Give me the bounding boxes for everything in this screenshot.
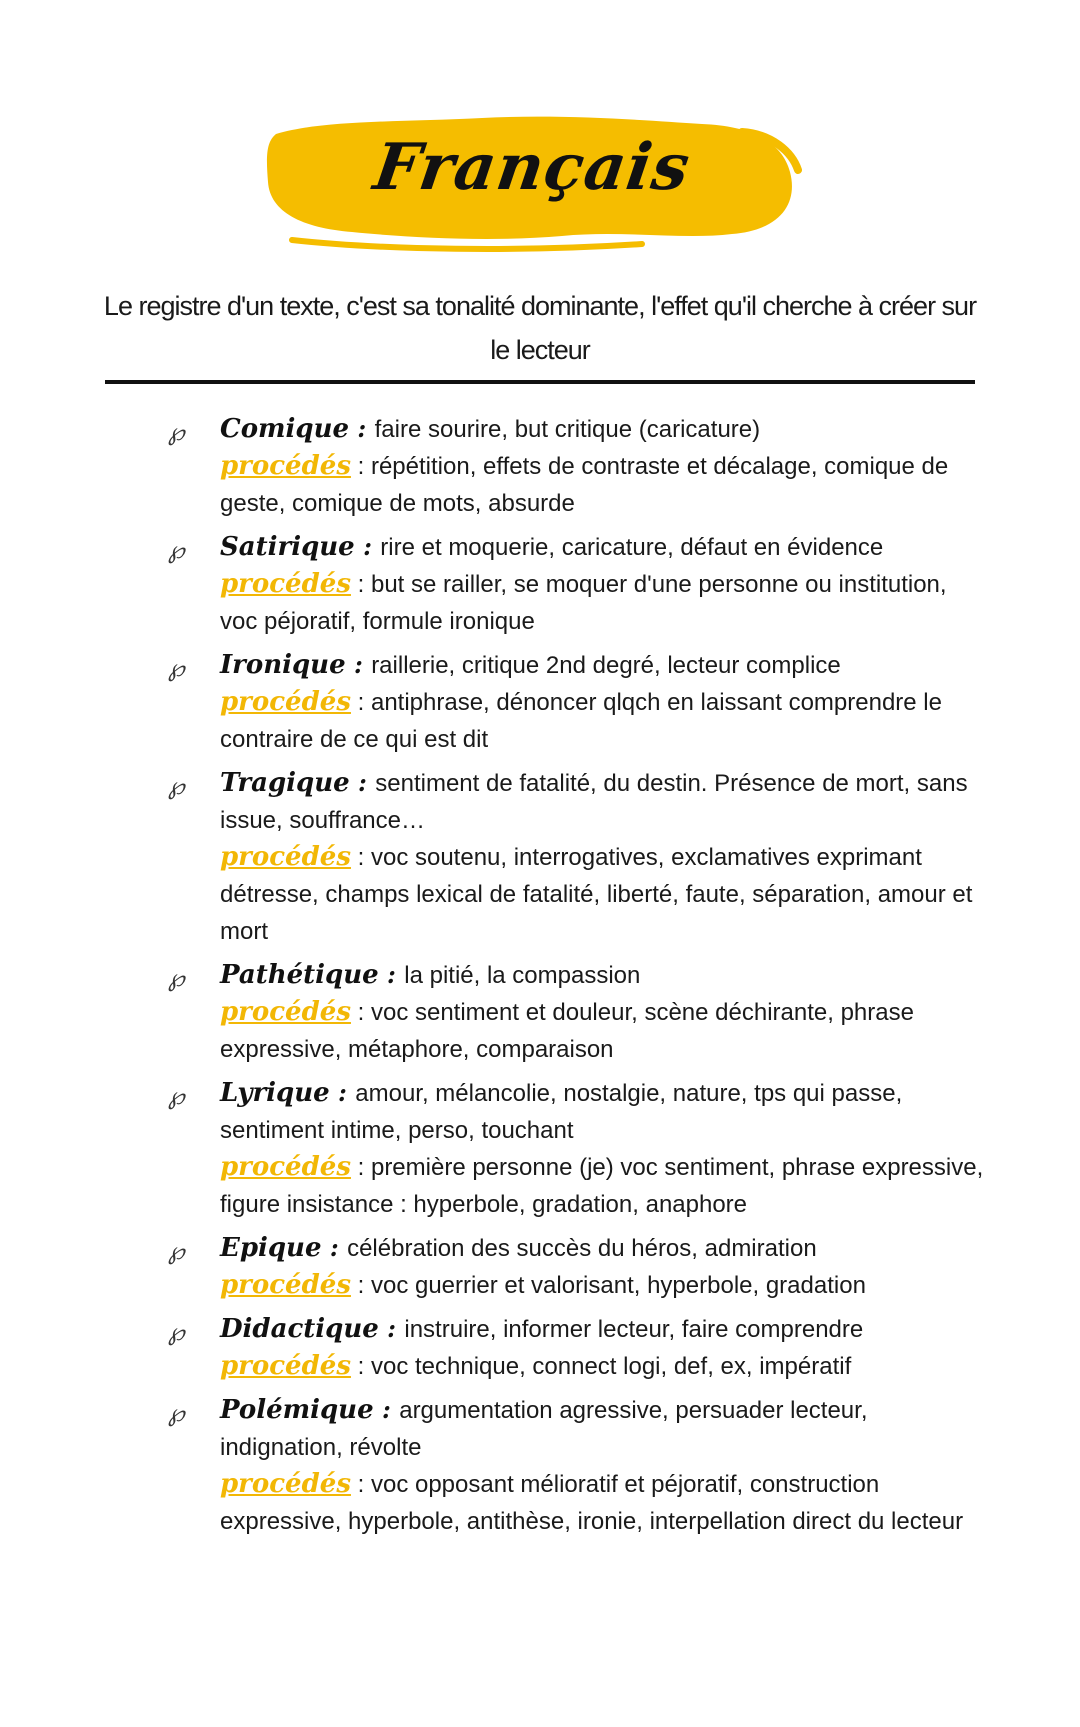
register-list bbox=[168, 410, 988, 1546]
title-banner bbox=[262, 112, 802, 257]
procedes-text: voc guerrier et valorisant, hyperbole, gradation bbox=[370, 1272, 866, 1299]
register-item: ℘ Satirique : rire et moquerie, caricature, défaut en évidence procédés : but se railler, se moquer d'une personne ou institution, voc péjoratif, formule ironique bbox=[168, 528, 988, 640]
procedes-line: procédés : antiphrase, dénoncer qlqch en laissant comprendre le contraire de ce qui est dit bbox=[220, 687, 942, 753]
register-item: ℘ Didactique : instruire, informer lecteur, faire comprendre procédés : voc technique, connect logi, def, ex, impératif bbox=[168, 1310, 988, 1385]
flourish-bullet-icon: ℘ bbox=[168, 964, 185, 992]
procedes-label: procédés bbox=[220, 997, 351, 1027]
flourish-bullet-icon: ℘ bbox=[168, 1237, 185, 1265]
register-description: la pitié, la compassion bbox=[404, 962, 641, 989]
procedes-label: procédés bbox=[220, 842, 351, 872]
register-description: célébration des succès du héros, admiration bbox=[347, 1235, 817, 1262]
procedes-label: procédés bbox=[220, 687, 351, 717]
procedes-line: procédés : voc sentiment et douleur, scène déchirante, phrase expressive, métaphore, comparaison bbox=[220, 997, 914, 1063]
flourish-bullet-icon: ℘ bbox=[168, 1082, 185, 1110]
register-item: ℘ Epique : célébration des succès du héros, admiration procédés : voc guerrier et valorisant, hyperbole, gradation bbox=[168, 1229, 988, 1304]
register-description: sentiment de fatalité, du destin. Présence de mort, sans issue, souffrance… bbox=[220, 770, 968, 834]
procedes-label: procédés bbox=[220, 451, 351, 481]
register-description: rire et moquerie, caricature, défaut en évidence bbox=[380, 534, 884, 561]
register-name: Tragique bbox=[220, 768, 350, 798]
procedes-text: voc sentiment et douleur, scène déchirante, phrase expressive, métaphore, comparaison bbox=[220, 999, 914, 1063]
flourish-bullet-icon: ℘ bbox=[168, 536, 185, 564]
procedes-line: procédés : voc soutenu, interrogatives, exclamatives exprimant détresse, champs lexical de fatalité, liberté, faute, séparation, amour et mort bbox=[220, 842, 973, 945]
procedes-label: procédés bbox=[220, 1270, 351, 1300]
register-name: Ironique bbox=[220, 650, 346, 680]
procedes-line: procédés : répétition, effets de contraste et décalage, comique de geste, comique de mots, absurde bbox=[220, 451, 949, 517]
procedes-line: procédés : première personne (je) voc sentiment, phrase expressive, figure insistance : hyperbole, gradation, anaphore bbox=[220, 1152, 984, 1218]
procedes-text: voc technique, connect logi, def, ex, impératif bbox=[370, 1353, 852, 1380]
register-description: amour, mélancolie, nostalgie, nature, tps qui passe, sentiment intime, perso, touchant bbox=[220, 1080, 903, 1144]
procedes-text: voc soutenu, interrogatives, exclamatives exprimant détresse, champs lexical de fatalité, liberté, faute, séparation, amour et mort bbox=[220, 844, 973, 945]
register-description: faire sourire, but critique (caricature) bbox=[374, 416, 761, 443]
procedes-label: procédés bbox=[220, 1469, 351, 1499]
procedes-text: première personne (je) voc sentiment, phrase expressive, figure insistance : hyperbole, gradation, anaphore bbox=[220, 1154, 984, 1218]
register-item: ℘ Ironique : raillerie, critique 2nd degré, lecteur complice procédés : antiphrase, dénoncer qlqch en laissant comprendre le contraire de ce qui est dit bbox=[168, 646, 988, 758]
procedes-text: voc opposant mélioratif et péjoratif, construction expressive, hyperbole, antithèse, ironie, interpellation direct du lecteur bbox=[220, 1471, 964, 1535]
procedes-line: procédés : but se railler, se moquer d'une personne ou institution, voc péjoratif, formule ironique bbox=[220, 569, 947, 635]
register-item: ℘ Comique : faire sourire, but critique (caricature) procédés : répétition, effets de contraste et décalage, comique de geste, comique de mots, absurde bbox=[168, 410, 988, 522]
register-name: Didactique bbox=[220, 1314, 379, 1344]
subtitle: Le registre d'un texte, c'est sa tonalité dominante, l'effet qu'il cherche à créer sur le lecteur bbox=[103, 291, 977, 365]
register-name: Comique bbox=[220, 414, 350, 444]
flourish-bullet-icon: ℘ bbox=[168, 772, 185, 800]
procedes-label: procédés bbox=[220, 569, 351, 599]
flourish-bullet-icon: ℘ bbox=[168, 1318, 185, 1346]
register-name: Lyrique bbox=[220, 1078, 330, 1108]
register-item: ℘ Polémique : argumentation agressive, persuader lecteur, indignation, révolte procédés : voc opposant mélioratif et péjoratif, construction expressive, hyperbole, antithèse, ironie, interpellation direct du lecteur bbox=[168, 1391, 988, 1540]
procedes-label: procédés bbox=[220, 1351, 351, 1381]
procedes-line: procédés : voc guerrier et valorisant, hyperbole, gradation bbox=[220, 1270, 866, 1300]
register-name: Pathétique bbox=[220, 960, 379, 990]
register-item: ℘ Tragique : sentiment de fatalité, du destin. Présence de mort, sans issue, souffrance… procédés : voc soutenu, interrogatives, exclamatives exprimant détresse, champs lexical de fatalité, liberté, faute, séparation, amour et mort bbox=[168, 764, 988, 950]
register-description: instruire, informer lecteur, faire comprendre bbox=[404, 1316, 864, 1343]
procedes-text: but se railler, se moquer d'une personne ou institution, voc péjoratif, formule ironique bbox=[220, 571, 947, 635]
procedes-label: procédés bbox=[220, 1152, 351, 1182]
register-item: ℘ Pathétique : la pitié, la compassion procédés : voc sentiment et douleur, scène déchirante, phrase expressive, métaphore, comparaison bbox=[168, 956, 988, 1068]
register-name: Epique bbox=[220, 1233, 322, 1263]
procedes-line: procédés : voc opposant mélioratif et péjoratif, construction expressive, hyperbole, antithèse, ironie, interpellation direct du lecteur bbox=[220, 1469, 964, 1535]
flourish-bullet-icon: ℘ bbox=[168, 654, 185, 682]
flourish-bullet-icon: ℘ bbox=[168, 1399, 185, 1427]
procedes-text: antiphrase, dénoncer qlqch en laissant comprendre le contraire de ce qui est dit bbox=[220, 689, 942, 753]
procedes-text: répétition, effets de contraste et décalage, comique de geste, comique de mots, absurde bbox=[220, 453, 949, 517]
register-item: ℘ Lyrique : amour, mélancolie, nostalgie, nature, tps qui passe, sentiment intime, perso, touchant procédés : première personne (je) voc sentiment, phrase expressive, figure insistance : hyperbole, gradation, anaphore bbox=[168, 1074, 988, 1223]
page-title: Français bbox=[369, 130, 695, 205]
flourish-bullet-icon: ℘ bbox=[168, 418, 185, 446]
register-description: raillerie, critique 2nd degré, lecteur complice bbox=[371, 652, 841, 679]
procedes-line: procédés : voc technique, connect logi, def, ex, impératif bbox=[220, 1351, 852, 1381]
register-name: Polémique bbox=[220, 1395, 374, 1425]
register-name: Satirique bbox=[220, 532, 355, 562]
register-description: argumentation agressive, persuader lecteur, indignation, révolte bbox=[220, 1397, 868, 1461]
divider bbox=[105, 380, 975, 384]
